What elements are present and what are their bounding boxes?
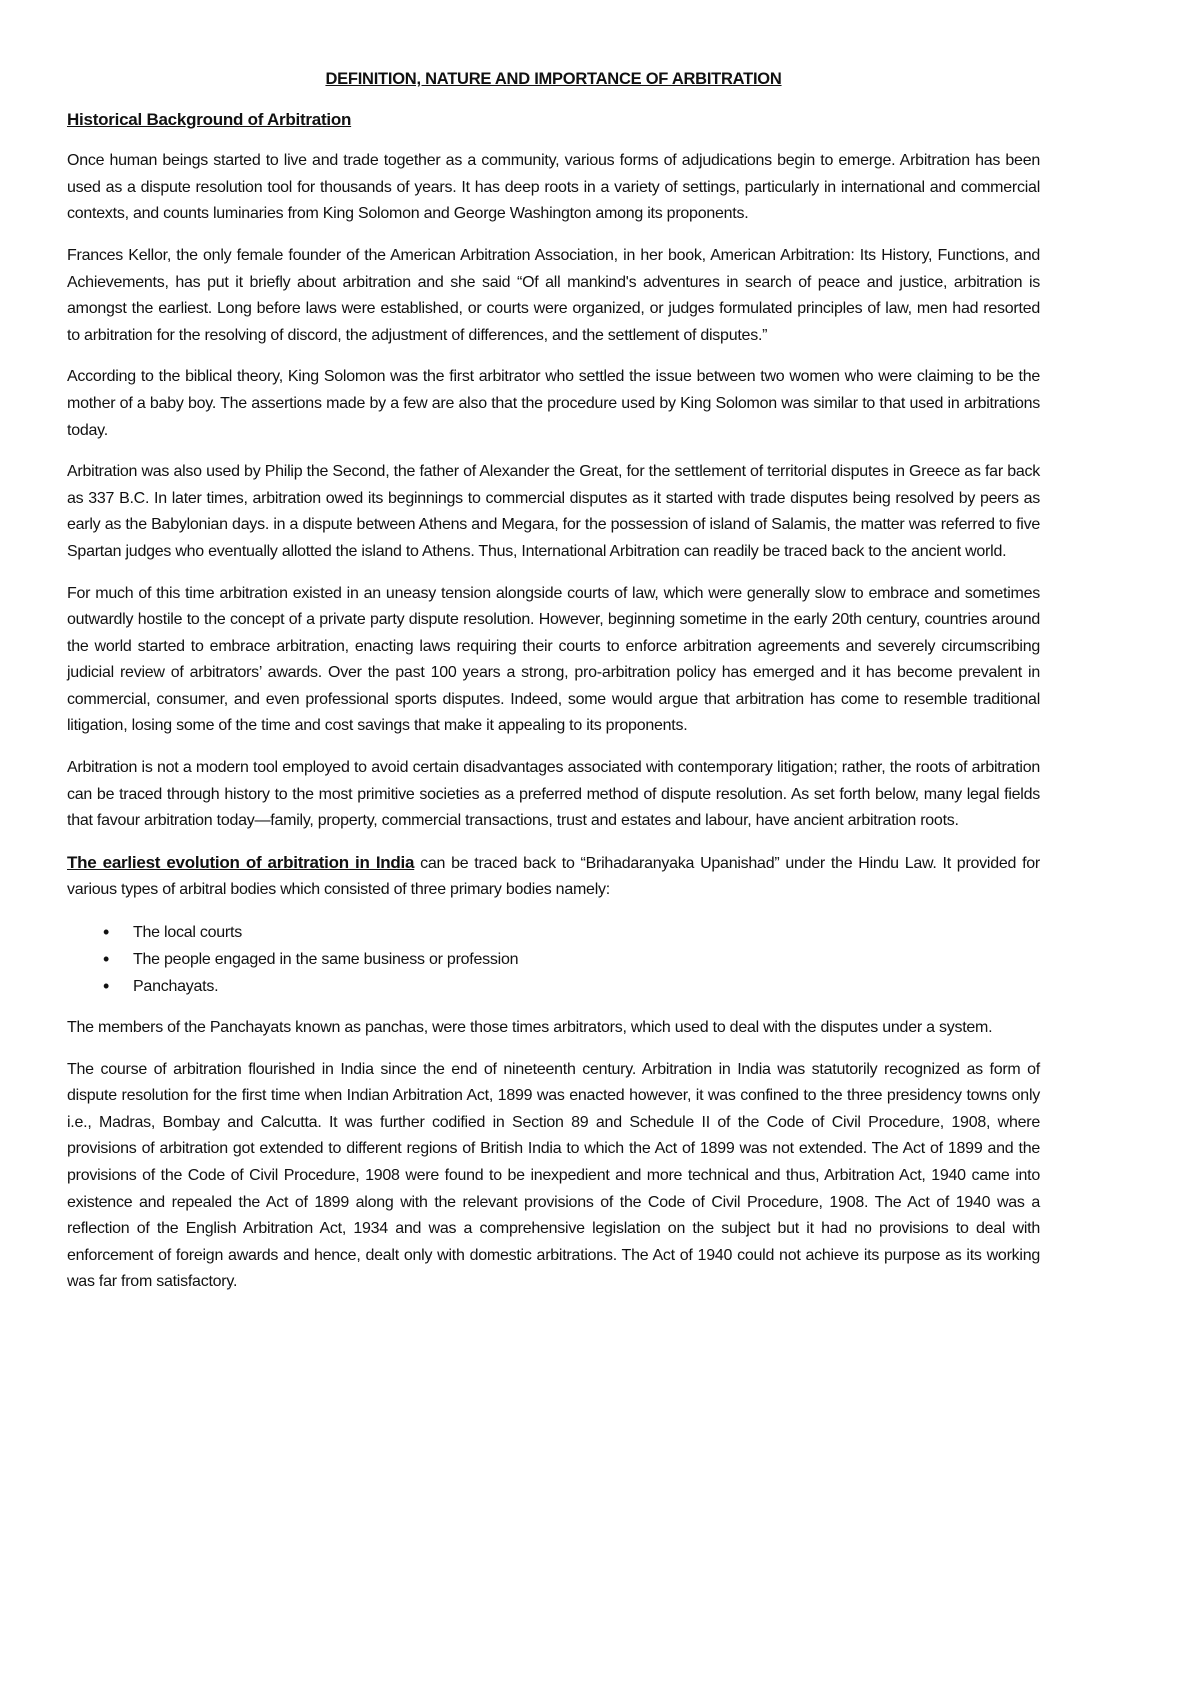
paragraph-text: can be traced back to “Brihadaranyaka Upanishad” under the Hindu Law. It provided for various types of arbitral bodies which consisted of three primary bodies namely: — [67, 854, 1040, 899]
paragraph: Once human beings started to live and trade together as a community, various forms of adjudications begin to emerge. Arbitration has been used as a dispute resolution tool for thousands of years. It has deep roots in a variety of settings, particularly in international and commercial contexts, and counts luminaries from King Solomon and George Washington among its proponents. — [67, 152, 1040, 223]
paragraph: Arbitration was also used by Philip the Second, the father of Alexander the Great, for the settlement of territorial disputes in Greece as far back as 337 B.C. In later times, arbitration owed its beginnings to commercial disputes as it started with trade disputes being resolved by peers as early as the Babylonian days. in a dispute between Athens and Megara, for the possession of island of Salamis, the matter was referred to five Spartan judges who eventually allotted the island to Athens. Thus, International Arbitration can readily be traced back to the ancient world. — [67, 463, 1040, 560]
paragraph: According to the biblical theory, King Solomon was the first arbitrator who settled the issue between two women who were claiming to be the mother of a baby boy. The assertions made by a few are also that the procedure used by King Solomon was similar to that used in arbitrations today. — [67, 368, 1040, 439]
list-item: • Panchayats. — [133, 973, 1040, 1000]
bullet-list — [67, 919, 1040, 1000]
list-item: • The people engaged in the same business or profession — [133, 946, 1040, 973]
paragraph: Frances Kellor, the only female founder of the American Arbitration Association, in her book, American Arbitration: Its History, Functions, and Achievements, has put it briefly about arbitration and she said “Of all mankind's adventures in search of peace and justice, arbitration is amongst the earliest. Long before laws were established, or courts were organized, or judges formulated principles of law, men had resorted to arbitration for the resolving of discord, the adjustment of differences, and the settlement of disputes.” — [67, 246, 1040, 344]
document-title: DEFINITION, NATURE AND IMPORTANCE OF ARBITRATION — [325, 70, 782, 88]
paragraph-india — [67, 850, 1040, 904]
paragraph: The course of arbitration flourished in India since the end of nineteenth century. Arbitration in India was statutorily recognized as form of dispute resolution for the first time when Indian Arbitration Act, 1899 was enacted however, it was confined to the three presidency towns only i.e., Madras, Bombay and Calcutta. It was further codified in Section 89 and Schedule II of the Code of Civil Procedure, 1908, where provisions of arbitration got extended to different regions of British India to which the Act of 1899 was not extended. The Act of 1899 and the provisions of the Code of Civil Procedure, 1908 were found to be inexpedient and more technical and thus, Arbitration Act, 1940 came into existence and repealed the Act of 1899 along with the relevant provisions of the Code of Civil Procedure, 1908. The Act of 1940 was a reflection of the English Arbitration Act, 1934 and was a comprehensive legislation on the subject but it had no provisions to deal with enforcement of foreign awards and hence, dealt only with domestic arbitrations. The Act of 1940 could not achieve its purpose as its working was far from satisfactory. — [67, 1060, 1040, 1291]
list-item: • The local courts — [133, 919, 1040, 946]
paragraph: Arbitration is not a modern tool employed to avoid certain disadvantages associated with contemporary litigation; rather, the roots of arbitration can be traced through history to the most primitive societies as a preferred method of dispute resolution. As set forth below, many legal fields that favour arbitration today—family, property, commercial transactions, trust and estates and labour, have ancient arbitration roots. — [67, 759, 1040, 830]
inline-heading: The earliest evolution of arbitration in India — [67, 852, 415, 872]
paragraph: The members of the Panchayats known as panchas, were those times arbitrators, which used to deal with the disputes under a system. — [67, 1019, 993, 1037]
document-page — [67, 66, 1040, 1311]
section-heading: Historical Background of Arbitration — [67, 109, 352, 129]
paragraph: For much of this time arbitration existed in an uneasy tension alongside courts of law, which were generally slow to embrace and sometimes outwardly hostile to the concept of a private party dispute resolution. However, beginning sometime in the early 20th century, countries around the world started to embrace arbitration, enacting laws requiring their courts to enforce arbitration agreements and severely circumscribing judicial review of arbitrators’ awards. Over the past 100 years a strong, pro-arbitration policy has emerged and it has become prevalent in commercial, consumer, and even professional sports disputes. Indeed, some would argue that arbitration has come to resemble traditional litigation, losing some of the time and cost savings that make it appealing to its proponents. — [67, 584, 1040, 735]
